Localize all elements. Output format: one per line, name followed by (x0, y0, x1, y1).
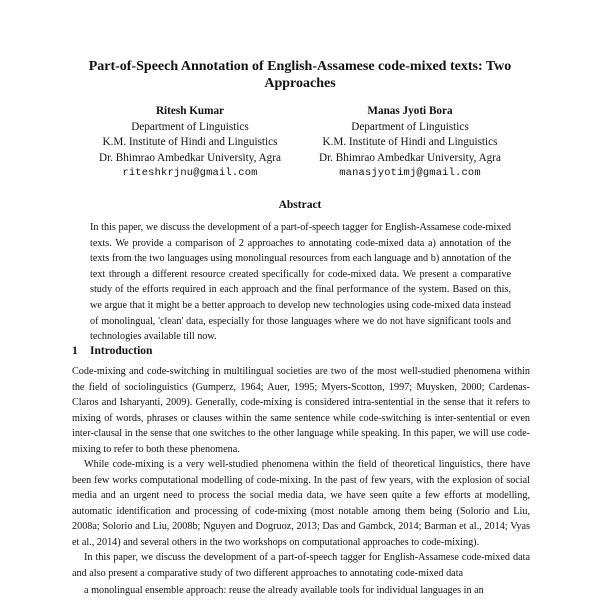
section-heading (72, 345, 152, 357)
author-block-1 (80, 104, 300, 182)
author-email: riteshkrjnu@gmail.com (122, 167, 258, 179)
section-title: Introduction (90, 345, 153, 357)
section-body (72, 364, 530, 581)
body-paragraph: Code-mixing and code-switching in multilingual societies are two of the most well-studied phenomena within the field of sociolinguistics (Gumperz, 1964; Auer, 1995; Myers-Scotton, 1997; Muysken, 2000; Cardenas-Claros and Isharyanti, 2009). Generally, code-mixing is considered intra-sentential in the sense that it refers to mixing of words, phrases or clauses within the same sentence while code-switching is inter-sentential or even inter-clausal in the sense that one switches to the other language while speaking. In this paper, we will use code-mixing to refer to both these phenomena. (72, 366, 530, 455)
abstract-text: In this paper, we discuss the development of a part-of-speech tagger for English-Assamese code-mixed texts. We provide a comparison of 2 approaches to annotating code-mixed data a) annotation of the texts from the two languages using monolingual resources from each language and b) annotation of the text through a different resource created specifically for code-mixed data. We present a comparative study of the efforts required in each approach and the final performance of the system. Based on this, we argue that it might be a better approach to develop new technologies using code-mixed data instead of monolingual, 'clean' data, especially for those languages where we do not have significant tools and technologies available till now. (90, 222, 511, 343)
author-name: Ritesh Kumar (155, 105, 225, 117)
author-department: Department of Linguistics (351, 120, 469, 133)
author-name: Manas Jyoti Bora (367, 105, 453, 117)
section-number: 1 (72, 345, 78, 357)
list-item: a monolingual ensemble approach: reuse the already available tools for individual languages in an (84, 585, 484, 596)
author-department: Department of Linguistics (131, 120, 249, 133)
paper-title: Part-of-Speech Annotation of English-Assamese code-mixed texts: Two Approaches (88, 59, 512, 91)
author-institute: K.M. Institute of Hindi and Linguistics (322, 136, 498, 148)
author-university: Dr. Bhimrao Ambedkar University, Agra (319, 151, 501, 164)
author-institute: K.M. Institute of Hindi and Linguistics (102, 136, 278, 148)
author-university: Dr. Bhimrao Ambedkar University, Agra (99, 151, 281, 164)
body-paragraph: In this paper, we discuss the development of a part-of-speech tagger for English-Assamese code-mixed data and also present a comparative study of two different approaches to annotating code-mixed data (72, 552, 530, 579)
body-paragraph: While code-mixing is a very well-studied phenomena within the field of theoretical linguistics, there have been few works computational modelling of code-mixing. In the past of few years, with the explosion of social media and an urgent need to process the social media data, we have seen quite a few efforts at modelling, automatic identification and processing of code-mixing (most notable among them being (Solorio and Liu, 2008a; Solorio and Liu, 2008b; Nguyen and Dogruoz, 2013; Das and Gambck, 2014; Barman et al., 2014; Vyas et al., 2014) and several others in the two workshops on computational approaches to code-mixing). (72, 459, 530, 548)
author-email: manasjyotimj@gmail.com (339, 167, 481, 179)
author-block-2 (300, 104, 520, 182)
abstract-heading: Abstract (278, 199, 322, 211)
